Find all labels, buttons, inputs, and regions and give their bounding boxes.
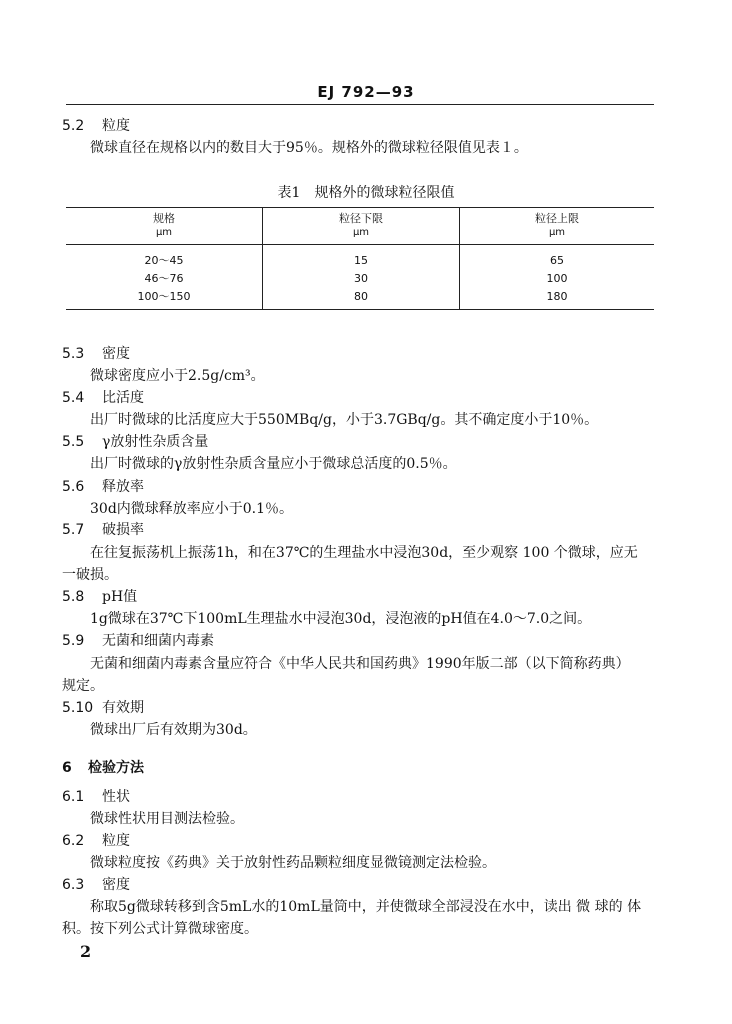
section-6-2-text: 微球粒度按《药典》关于放射性药品颗粒细度显微镜测定法检验。 (90, 855, 496, 871)
section-6-3-text-cont: 积。按下列公式计算微球密度。 (62, 921, 258, 937)
header-label: 粒径上限 (535, 212, 579, 225)
header-label: 粒径下限 (339, 212, 383, 225)
section-number: 5.8 (62, 589, 85, 605)
section-5-9-text: 无菌和细菌内毒素含量应符合《中华人民共和国药典》1990年版二部（以下简称药典） (90, 656, 630, 672)
section-title: pH值 (102, 589, 138, 605)
section-5-8-heading (62, 586, 137, 606)
section-number: 5.4 (62, 390, 85, 406)
section-6-heading (62, 757, 144, 777)
section-6-3-heading (62, 874, 130, 894)
table-cell: 65 (550, 253, 564, 267)
table-header-row (66, 208, 654, 245)
header-spec (66, 208, 263, 245)
section-5-4-heading (62, 387, 144, 407)
section-title: 性状 (102, 789, 130, 805)
section-5-8-text: 1g微球在37℃下100mL生理盐水中浸泡30d，浸泡液的pH值在4.0～7.0之间。 (90, 611, 592, 627)
table-cell: 100～150 (66, 287, 263, 310)
section-6-1-heading (62, 786, 130, 806)
table-cell: 30 (263, 269, 460, 287)
section-number: 5.6 (62, 479, 85, 495)
section-number: 5.10 (62, 700, 94, 716)
section-5-5-heading (62, 431, 208, 451)
section-5-2-heading (62, 115, 130, 135)
section-title: 粒度 (102, 118, 130, 134)
table-row (66, 245, 654, 270)
section-number: 6.1 (62, 789, 85, 805)
section-6-3-text: 称取5g微球转移到含5mL水的10mL量筒中，并使微球全部浸没在水中，读出 微 球的 体 (90, 899, 642, 915)
section-title: 粒度 (102, 833, 130, 849)
document-code: EJ 792—93 (317, 83, 415, 101)
section-number: 6 (62, 760, 72, 776)
section-title: 密度 (102, 346, 130, 362)
table-cell: 46～76 (66, 269, 263, 287)
table-cell: 100 (546, 271, 568, 285)
section-5-6-text: 30d内微球释放率应小于0.1％。 (90, 501, 294, 517)
section-number: 5.5 (62, 434, 85, 450)
header-rule (66, 104, 654, 105)
section-5-2-text: 微球直径在规格以内的数目大于95％。规格外的微球粒径限值见表１。 (90, 140, 528, 156)
header-lower-limit (263, 208, 460, 245)
section-title: 释放率 (102, 479, 144, 495)
page-number: 2 (80, 942, 92, 961)
section-title: 检验方法 (88, 760, 144, 776)
section-title: 有效期 (102, 700, 144, 716)
table-caption: 表1 规格外的微球粒径限值 (277, 185, 455, 201)
table-cell: 80 (263, 287, 460, 310)
section-title: 密度 (102, 877, 130, 893)
table-cell: 15 (263, 245, 460, 270)
section-5-9-heading (62, 630, 214, 650)
section-number: 5.2 (62, 118, 85, 134)
table-row (66, 269, 654, 287)
section-title: 破损率 (102, 522, 144, 538)
section-5-10-text: 微球出厂后有效期为30d。 (90, 722, 257, 738)
section-5-3-heading (62, 343, 130, 363)
section-title: γ放射性杂质含量 (102, 434, 209, 450)
section-title: 比活度 (102, 390, 144, 406)
section-5-3-text: 微球密度应小于2.5g/cm³。 (90, 368, 265, 384)
particle-size-table (66, 207, 654, 310)
section-5-9-text-cont: 规定。 (62, 678, 104, 694)
section-5-7-heading (62, 519, 144, 539)
section-5-10-heading (62, 697, 144, 717)
header-upper-limit (460, 208, 655, 245)
header-unit: μm (155, 227, 173, 238)
section-5-4-text: 出厂时微球的比活度应大于550MBq/g，小于3.7GBq/g。其不确定度小于10％。 (90, 412, 599, 428)
section-5-6-heading (62, 476, 144, 496)
table-row (66, 287, 654, 310)
section-title: 无菌和细菌内毒素 (102, 633, 214, 649)
section-number: 5.9 (62, 633, 85, 649)
section-6-2-heading (62, 830, 130, 850)
section-6-1-text: 微球性状用目测法检验。 (90, 811, 244, 827)
section-5-7-text: 在往复振荡机上振荡1h，和在37℃的生理盐水中浸泡30d，至少观察 100 个微球，应无 (90, 545, 638, 561)
table-cell: 180 (546, 289, 568, 303)
section-number: 5.7 (62, 522, 85, 538)
header-label: 规格 (153, 212, 175, 225)
header-unit: μm (548, 227, 566, 238)
table-cell: 20～45 (66, 245, 263, 270)
section-number: 6.2 (62, 833, 85, 849)
section-5-7-text-cont: 一破损。 (62, 567, 118, 583)
section-5-5-text: 出厂时微球的γ放射性杂质含量应小于微球总活度的0.5％。 (90, 456, 457, 472)
section-number: 5.3 (62, 346, 85, 362)
section-number: 6.3 (62, 877, 85, 893)
header-unit: μm (352, 227, 370, 238)
